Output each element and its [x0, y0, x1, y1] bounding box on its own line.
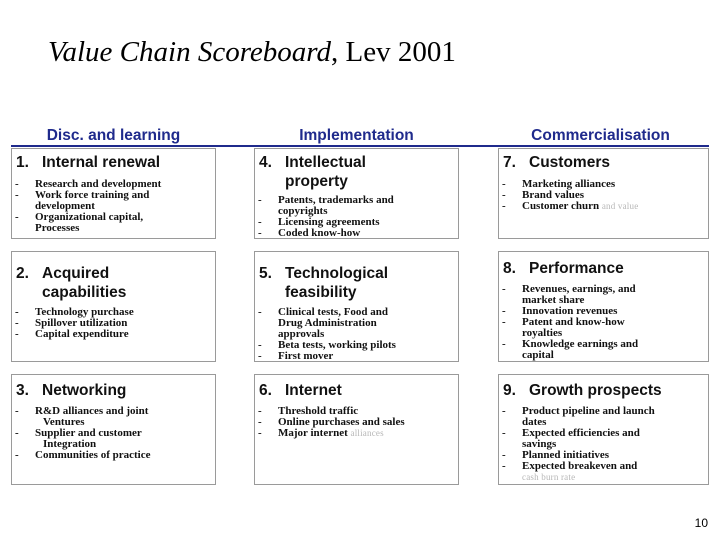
item-text: Supplier and customer: [35, 427, 142, 439]
item-continuation: royalties: [522, 327, 563, 339]
dash: -: [258, 405, 262, 417]
item-continuation: Drug Administration: [278, 317, 377, 329]
item-list: [258, 406, 456, 439]
dash: -: [258, 416, 262, 428]
box-title-text: Internet: [285, 382, 342, 399]
box-title: [259, 264, 388, 302]
dash: -: [502, 200, 506, 212]
item-text: Planned initiatives: [522, 449, 610, 461]
slide-title: [48, 36, 456, 69]
dash: -: [15, 449, 19, 461]
box-title-line1: Acquired: [42, 265, 110, 282]
dash: -: [15, 317, 19, 329]
box-performance: [498, 251, 709, 362]
list-item: [258, 307, 456, 340]
item-text: Knowledge earnings and: [522, 338, 639, 350]
dash: -: [502, 178, 506, 190]
item-list: [15, 307, 213, 340]
list-item: [15, 450, 213, 461]
box-title: [259, 381, 342, 400]
dash: -: [15, 328, 19, 340]
item-text: Product pipeline and launch: [522, 405, 655, 417]
box-title-text: Growth prospects: [529, 382, 662, 399]
item-continuation: copyrights: [278, 205, 328, 217]
item-continuation: market share: [522, 294, 585, 306]
dash: -: [502, 427, 506, 439]
list-item: [502, 284, 706, 306]
item-text: Expected breakeven and: [522, 460, 638, 472]
dash: -: [502, 283, 506, 295]
box-networking: [11, 374, 216, 485]
list-item: [502, 339, 706, 361]
list-item: [15, 212, 213, 234]
item-text: Work force training and: [35, 189, 150, 201]
box-technological-feasibility: [254, 251, 459, 362]
item-continuation: capital: [522, 349, 554, 361]
box-number: 5.: [259, 265, 272, 282]
box-acquired-capabilities: [11, 251, 216, 362]
item-text: Coded know-how: [278, 227, 361, 239]
header-rule: [11, 145, 709, 147]
item-text: Patents, trademarks and: [278, 194, 394, 206]
item-continuation: Processes: [35, 222, 80, 234]
dash: -: [258, 306, 262, 318]
box-intellectual-property: [254, 148, 459, 239]
column-heading-implementation: Implementation: [299, 127, 414, 144]
box-title: [503, 259, 624, 278]
dash: -: [258, 194, 262, 206]
item-text: Threshold traffic: [278, 405, 359, 417]
box-title-line2: capabilities: [42, 284, 127, 301]
item-text: Revenues, earnings, and: [522, 283, 636, 295]
item-text: Customer churn: [522, 200, 600, 212]
box-number: 9.: [503, 382, 516, 399]
item-list: [258, 307, 456, 362]
box-number: 4.: [259, 154, 272, 171]
dash: -: [15, 405, 19, 417]
dash: -: [15, 211, 19, 223]
list-item: [502, 428, 706, 450]
item-list: [502, 179, 706, 212]
list-item: [15, 428, 213, 450]
box-title: [16, 264, 126, 302]
list-item: [502, 461, 706, 483]
item-text: R&D alliances and joint: [35, 405, 149, 417]
box-title-line1: Intellectual: [285, 154, 366, 171]
box-title-line2: feasibility: [285, 284, 357, 301]
item-list: [15, 179, 213, 234]
list-item: [258, 195, 456, 217]
dash: -: [258, 427, 262, 439]
box-number: 8.: [503, 260, 516, 277]
box-title: [16, 381, 126, 400]
box-title: [503, 153, 610, 172]
list-item: [15, 329, 213, 340]
dash: -: [502, 338, 506, 350]
page-number: 10: [694, 516, 708, 530]
item-text: Spillover utilization: [35, 317, 128, 329]
item-text: First mover: [278, 350, 334, 362]
item-text: Brand values: [522, 189, 585, 201]
dash: -: [258, 339, 262, 351]
item-continuation: Integration: [43, 438, 97, 450]
box-title: [259, 153, 366, 191]
box-customers: [498, 148, 709, 239]
item-text: Online purchases and sales: [278, 416, 405, 428]
box-number: 3.: [16, 382, 29, 399]
item-list: [502, 284, 706, 361]
list-item: [502, 317, 706, 339]
item-list: [15, 406, 213, 461]
dash: -: [15, 306, 19, 318]
box-internet: [254, 374, 459, 485]
item-continuation: development: [35, 200, 95, 212]
column-heading-disc-learning: Disc. and learning: [46, 127, 181, 144]
box-title-text: Internal renewal: [42, 154, 161, 171]
dash: -: [502, 405, 506, 417]
box-title-text: Customers: [529, 154, 610, 171]
box-number: 2.: [16, 265, 29, 282]
box-title-line2: property: [285, 173, 348, 190]
box-number: 7.: [503, 154, 516, 171]
dash: -: [502, 316, 506, 328]
column-heading-commercialisation: Commercialisation: [531, 127, 670, 144]
dash: -: [15, 178, 19, 190]
slide-title-italic: Value Chain Scoreboard: [48, 36, 331, 68]
box-internal-renewal: [11, 148, 216, 239]
slide-title-rest: , Lev 2001: [331, 36, 456, 68]
dash: -: [502, 449, 506, 461]
box-title-text: Performance: [529, 260, 624, 277]
box-title-text: Networking: [42, 382, 127, 399]
list-item: [258, 228, 456, 239]
item-text: Communities of practice: [35, 449, 151, 461]
box-title: [16, 153, 160, 172]
box-number: 1.: [16, 154, 29, 171]
item-continuation: Ventures: [43, 416, 85, 428]
box-title: [503, 381, 662, 400]
dash: -: [502, 189, 506, 201]
list-item: [258, 351, 456, 362]
dash: -: [258, 227, 262, 239]
item-text: Beta tests, working pilots: [278, 339, 396, 351]
item-text: Technology purchase: [35, 306, 134, 318]
box-title-line1: Technological: [285, 265, 389, 282]
item-text: Licensing agreements: [278, 216, 380, 228]
item-list: [258, 195, 456, 239]
item-continuation: dates: [522, 416, 547, 428]
dash: -: [15, 427, 19, 439]
item-text: Research and development: [35, 178, 162, 190]
box-growth-prospects: [498, 374, 709, 485]
item-text: Innovation revenues: [522, 305, 618, 317]
list-item: [15, 190, 213, 212]
item-continuation: savings: [522, 438, 557, 450]
item-text: Capital expenditure: [35, 328, 129, 340]
item-text: Clinical tests, Food and: [278, 306, 389, 318]
list-item: [15, 406, 213, 428]
item-text: Organizational capital,: [35, 211, 144, 223]
list-item: [502, 406, 706, 428]
item-text: Major internet: [278, 427, 348, 439]
item-text: Expected efficiencies and: [522, 427, 640, 439]
dash: -: [502, 305, 506, 317]
item-text: Marketing alliances: [522, 178, 616, 190]
item-faint-text: and value: [601, 201, 639, 211]
item-faint-text: cash burn rate: [522, 472, 576, 482]
list-item: [258, 428, 456, 439]
dash: -: [258, 350, 262, 362]
item-text: Patent and know-how: [522, 316, 625, 328]
item-continuation: approvals: [278, 328, 325, 340]
item-faint-text: alliances: [350, 428, 384, 438]
dash: -: [15, 189, 19, 201]
list-item: [502, 201, 706, 212]
dash: -: [258, 216, 262, 228]
dash: -: [502, 460, 506, 472]
item-list: [502, 406, 706, 483]
box-number: 6.: [259, 382, 272, 399]
